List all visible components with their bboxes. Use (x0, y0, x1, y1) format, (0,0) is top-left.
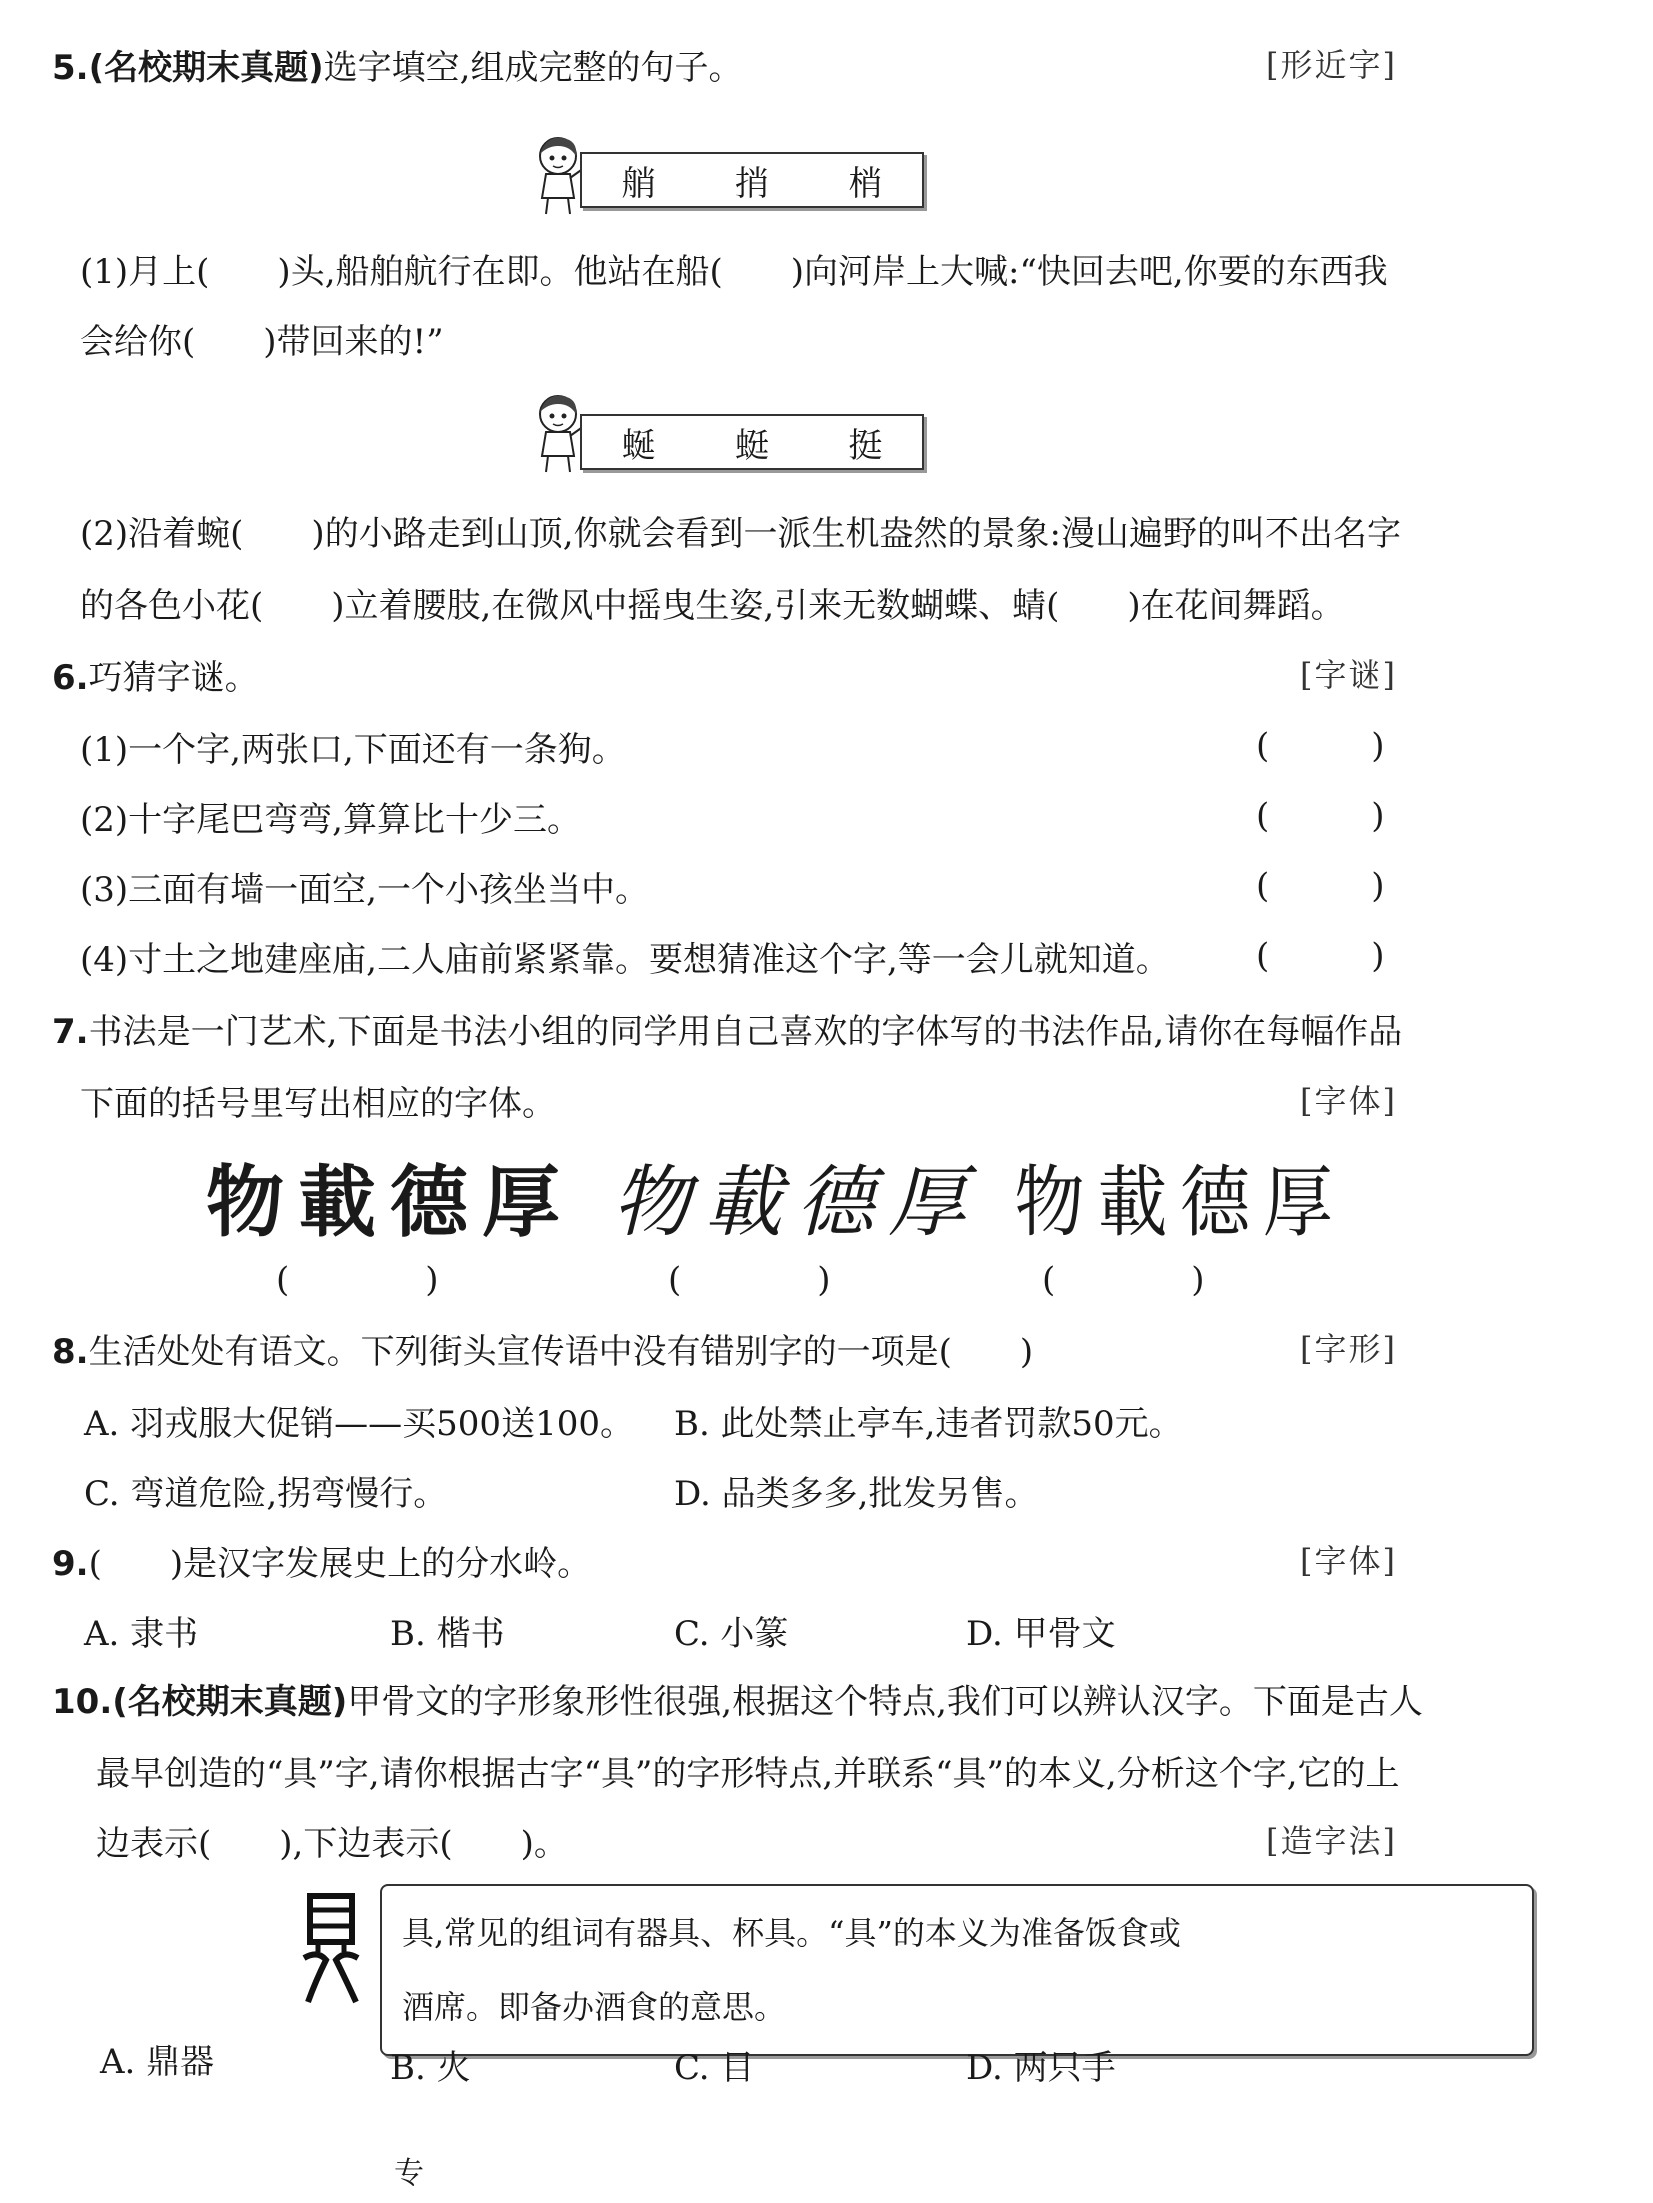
q5-tag: [形近字] (1266, 46, 1397, 84)
calligraphy-work-2: 物載德厚 (612, 1159, 981, 1246)
ancient-ju-glyph-icon (296, 1888, 366, 2008)
q10-line-1: 甲骨文的字形象形性很强,根据这个特点,我们可以辨认汉字。下面是古人 (347, 1682, 1423, 1722)
q8-heading (52, 1324, 1033, 1373)
riddle-3-answer-blank[interactable]: ( ) (1256, 866, 1385, 906)
definition-line-1: 具,常见的组词有器具、杯具。“具”的本义为准备饭食或 (402, 1914, 1181, 1952)
q10-number: 10. (52, 1682, 113, 1722)
word-box-2 (580, 414, 924, 470)
q6-tag: [字谜] (1300, 656, 1397, 694)
q5-sentence-1-line-2: 会给你( )带回来的!” (80, 322, 444, 362)
q5-source: (名校期末真题) (88, 48, 324, 88)
q9-option-c[interactable]: C. 小篆 (674, 1614, 789, 1654)
riddle-4: (4)寸土之地建座庙,二人庙前紧紧靠。要想猜准这个字,等一会儿就知道。 (80, 940, 1170, 980)
q9-number: 9. (52, 1544, 89, 1584)
q10-option-d[interactable]: D. 两只手 (966, 2048, 1116, 2088)
word-box-1 (580, 152, 924, 208)
definition-line-2: 酒席。即备办酒食的意思。 (402, 1988, 787, 2026)
q8-prompt: 生活处处有语文。下列街头宣传语中没有错别字的一项是( ) (88, 1332, 1034, 1372)
calligraphy-work-1: 物載德厚 (206, 1158, 575, 1248)
q8-option-d[interactable]: D. 品类多多,批发另售。 (674, 1474, 1039, 1514)
word-option: 挺 (848, 425, 883, 466)
footer-char: 专 (394, 2156, 424, 2191)
q5-sentence-2-line-2: 的各色小花( )立着腰肢,在微风中摇曳生姿,引来无数蝴蝶、蜻( )在花间舞蹈。 (80, 586, 1345, 626)
q5-heading (52, 40, 742, 89)
q5-prompt: 选字填空,组成完整的句子。 (323, 48, 743, 88)
q8-option-a[interactable]: A. 羽戎服大促销——买500送100。 (84, 1404, 634, 1444)
q6-prompt: 巧猜字谜。 (88, 658, 259, 698)
q5-sentence-1-line-1: (1)月上( )头,船舶航行在即。他站在船( )向河岸上大喊:“快回去吧,你要的东西我 (80, 252, 1388, 292)
q7-line-1: 书法是一门艺术,下面是书法小组的同学用自己喜欢的字体写的书法作品,请你在每幅作品 (88, 1012, 1403, 1052)
calligraphy-1-answer-blank[interactable]: ( ) (276, 1260, 439, 1300)
word-option: 梢 (848, 163, 883, 204)
q9-option-b[interactable]: B. 楷书 (390, 1614, 505, 1654)
q10-line-2: 最早创造的“具”字,请你根据古字“具”的字形特点,并联系“具”的本义,分析这个字,它的上 (96, 1754, 1400, 1794)
q9-heading (52, 1536, 591, 1585)
q9-option-a[interactable]: A. 隶书 (84, 1614, 199, 1654)
q9-tag: [字体] (1300, 1542, 1397, 1580)
q6-heading (52, 650, 259, 699)
word-option: 艄 (621, 163, 656, 204)
q10-heading (52, 1674, 1423, 1723)
riddle-2: (2)十字尾巴弯弯,算算比十少三。 (80, 800, 581, 840)
ju-definition-box (380, 1884, 1534, 2056)
q9-option-d[interactable]: D. 甲骨文 (966, 1614, 1116, 1654)
riddle-2-answer-blank[interactable]: ( ) (1256, 796, 1385, 836)
riddle-1-answer-blank[interactable]: ( ) (1256, 726, 1385, 766)
q9-prompt: ( )是汉字发展史上的分水岭。 (88, 1544, 592, 1584)
riddle-1: (1)一个字,两张口,下面还有一条狗。 (80, 730, 626, 770)
q10-line-3: 边表示( ),下边表示( )。 (96, 1824, 568, 1864)
q8-tag: [字形] (1300, 1330, 1397, 1368)
q5-number: 5. (52, 48, 89, 88)
q7-number: 7. (52, 1012, 89, 1052)
q10-option-c[interactable]: C. 目 (674, 2048, 755, 2088)
calligraphy-2-answer-blank[interactable]: ( ) (668, 1260, 831, 1300)
q6-number: 6. (52, 658, 89, 698)
calligraphy-work-3: 物載德厚 (1014, 1158, 1346, 1248)
calligraphy-3-answer-blank[interactable]: ( ) (1042, 1260, 1205, 1300)
q8-number: 8. (52, 1332, 89, 1372)
q8-option-b[interactable]: B. 此处禁止亭车,违者罚款50元。 (674, 1404, 1183, 1444)
riddle-4-answer-blank[interactable]: ( ) (1256, 936, 1385, 976)
riddle-3: (3)三面有墙一面空,一个小孩坐当中。 (80, 870, 649, 910)
q10-option-b[interactable]: B. 火 (390, 2048, 471, 2088)
q5-sentence-2-line-1: (2)沿着蜿( )的小路走到山顶,你就会看到一派生机盎然的景象:漫山遍野的叫不出名字 (80, 514, 1401, 554)
q7-line-2: 下面的括号里写出相应的字体。 (80, 1084, 556, 1124)
word-option: 蜒 (621, 425, 656, 466)
q10-source: (名校期末真题) (112, 1682, 348, 1722)
q7-tag: [字体] (1300, 1082, 1397, 1120)
q10-tag: [造字法] (1266, 1822, 1397, 1860)
q7-heading (52, 1004, 1402, 1053)
word-option: 捎 (734, 163, 769, 204)
q8-option-c[interactable]: C. 弯道危险,拐弯慢行。 (84, 1474, 448, 1514)
word-option: 蜓 (734, 425, 769, 466)
q10-option-a[interactable]: A. 鼎器 (100, 2042, 215, 2082)
